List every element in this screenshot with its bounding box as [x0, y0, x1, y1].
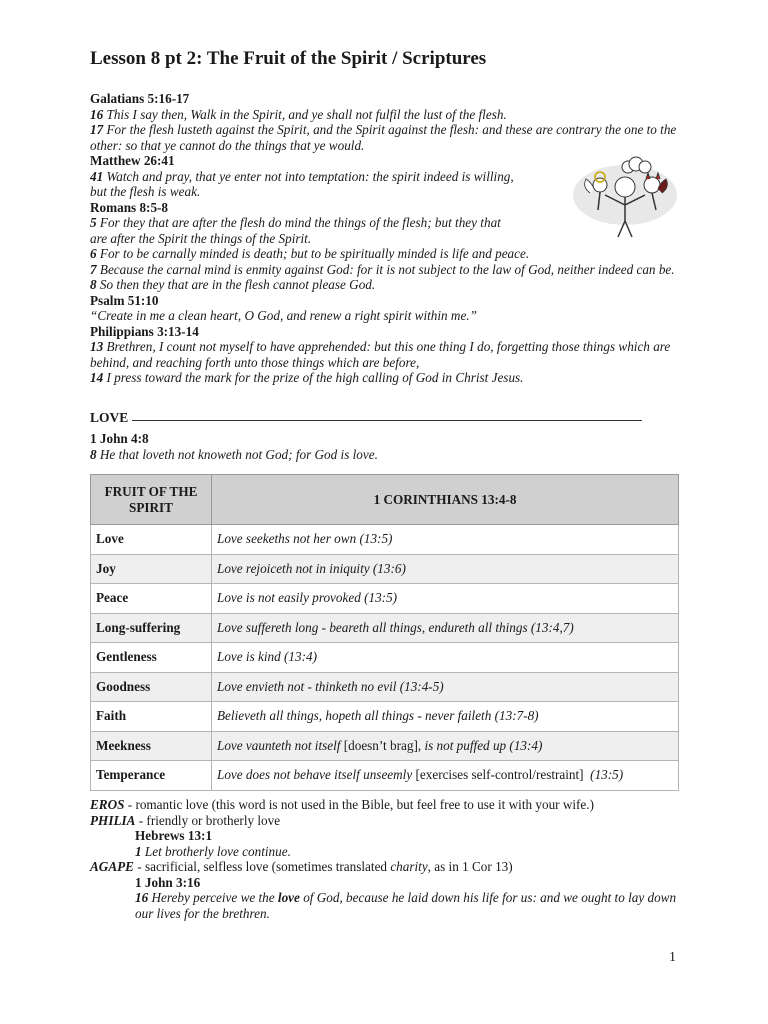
types-of-love	[90, 797, 690, 921]
verse-galatians-17: 17 For the flesh lusteth against the Spirit, and the Spirit against the flesh: and these are contrary the one to the other: so that ye cannot do the things that ye would.	[90, 122, 677, 153]
fruit-description: Believeth all things, hopeth all things - never faileth (13:7-8)	[212, 702, 679, 732]
scripture-ref-romans: Romans 8:5-8	[90, 199, 169, 215]
fruit-of-spirit-table	[90, 474, 679, 791]
verse-romans-5: 5 For they that are after the flesh do mind the things of the flesh; but they that are after the Spirit the things of the Spirit.	[90, 215, 501, 246]
table-row	[91, 554, 679, 584]
fruit-description: Love envieth not - thinketh no evil (13:4-5)	[212, 672, 679, 702]
fruit-name: Temperance	[91, 761, 212, 791]
table-row	[91, 731, 679, 761]
verse-1-john-3-16: 16 Hereby perceive we the love of God, because he laid down his life for us: and we ought to lay down our lives for the brethren.	[135, 890, 677, 921]
verse-galatians-16: 16 This I say then, Walk in the Spirit, and ye shall not fulfil the lust of the flesh.	[90, 106, 507, 122]
scripture-ref-philippians: Philippians 3:13-14	[90, 323, 199, 339]
fruit-name: Long-suffering	[91, 613, 212, 643]
scripture-ref-galatians: Galatians 5:16-17	[90, 91, 190, 106]
fruit-description: Love seeketh​s not her own (13:5)	[212, 525, 679, 555]
fruit-name: Faith	[91, 702, 212, 732]
scripture-ref-1-john-4-8: 1 John 4:8	[90, 431, 149, 446]
verse-hebrews-13-1: 1 Let brotherly love continue.	[135, 843, 291, 859]
verse-philippians-13: 13 Brethren, I count not myself to have apprehended: but this one thing I do, forgetting those things which are behind, and reaching forth unto those things which are before,	[90, 339, 671, 370]
fruit-name: Peace	[91, 584, 212, 614]
verse-1-john-4-8: 8 He that loveth not knoweth not God; for God is love.	[90, 446, 378, 462]
agape-definition: AGAPE - sacrificial, selfless love (sometimes translated charity, as in 1 Cor 13)	[90, 859, 513, 874]
fruit-description: Love is kind (13:4)	[212, 643, 679, 673]
scripture-ref-psalm: Psalm 51:10	[90, 292, 159, 308]
verse-romans-6: 6 For to be carnally minded is death; but to be spiritually minded is life and peace.	[90, 246, 530, 261]
table-header-row	[91, 475, 679, 525]
fruit-name: Goodness	[91, 672, 212, 702]
heading-rule	[132, 420, 642, 421]
philia-definition: PHILIA - friendly or brotherly love	[90, 812, 281, 828]
fruit-description: Love suffereth long - beareth all things, endureth all things (13:4,7)	[212, 613, 679, 643]
verse-matthew-41: 41 Watch and pray, that ye enter not into temptation: the spirit indeed is willing, but the flesh is weak.	[90, 168, 514, 199]
table-row	[91, 672, 679, 702]
table-row	[91, 584, 679, 614]
table-row	[91, 613, 679, 643]
scripture-1-john-4-8	[90, 431, 378, 462]
column-header-fruit: FRUIT OF THE SPIRIT	[91, 475, 212, 525]
fruit-name: Meekness	[91, 731, 212, 761]
love-section-heading: LOVE	[90, 410, 642, 426]
table-row	[91, 643, 679, 673]
verse-psalm-51-10: “Create in me a clean heart, O God, and renew a right spirit within me.”	[90, 308, 477, 323]
page-title: Lesson 8 pt 2: The Fruit of the Spirit / Scriptures	[90, 48, 487, 69]
table-row	[91, 525, 679, 555]
angel-devil-illustration	[570, 155, 680, 245]
fruit-name: Gentleness	[91, 643, 212, 673]
verse-romans-7: 7 Because the carnal mind is enmity against God: for it is not subject to the law of God, neither indeed can be.	[90, 261, 675, 277]
fruit-description: Love rejoiceth not in iniquity (13:6)	[212, 554, 679, 584]
eros-definition: EROS - romantic love (this word is not used in the Bible, but feel free to use it with your wife.)	[90, 797, 594, 812]
column-header-corinthians: 1 CORINTHIANS 13:4-8	[212, 475, 679, 525]
table-row	[91, 761, 679, 791]
verse-romans-8: 8 So then they that are in the flesh cannot please God.	[90, 277, 376, 292]
verse-philippians-14: 14 I press toward the mark for the prize of the high calling of God in Christ Jesus.	[90, 370, 524, 385]
fruit-name: Love	[91, 525, 212, 555]
table-row	[91, 702, 679, 732]
fruit-description: Love is not easily provoked (13:5)	[212, 584, 679, 614]
fruit-name: Joy	[91, 554, 212, 584]
scripture-ref-hebrews: Hebrews 13:1	[135, 828, 213, 843]
page-number: 1	[669, 950, 676, 965]
scripture-ref-matthew: Matthew 26:41	[90, 153, 175, 168]
fruit-description: Love vaunteth not itself [doesn’t brag], is not puffed up (13:4)	[212, 731, 679, 761]
fruit-description: Love does not behave itself unseemly [exercises self-control/restraint] (13:5)	[212, 761, 679, 791]
scripture-ref-1-john-3-16: 1 John 3:16	[135, 874, 201, 890]
